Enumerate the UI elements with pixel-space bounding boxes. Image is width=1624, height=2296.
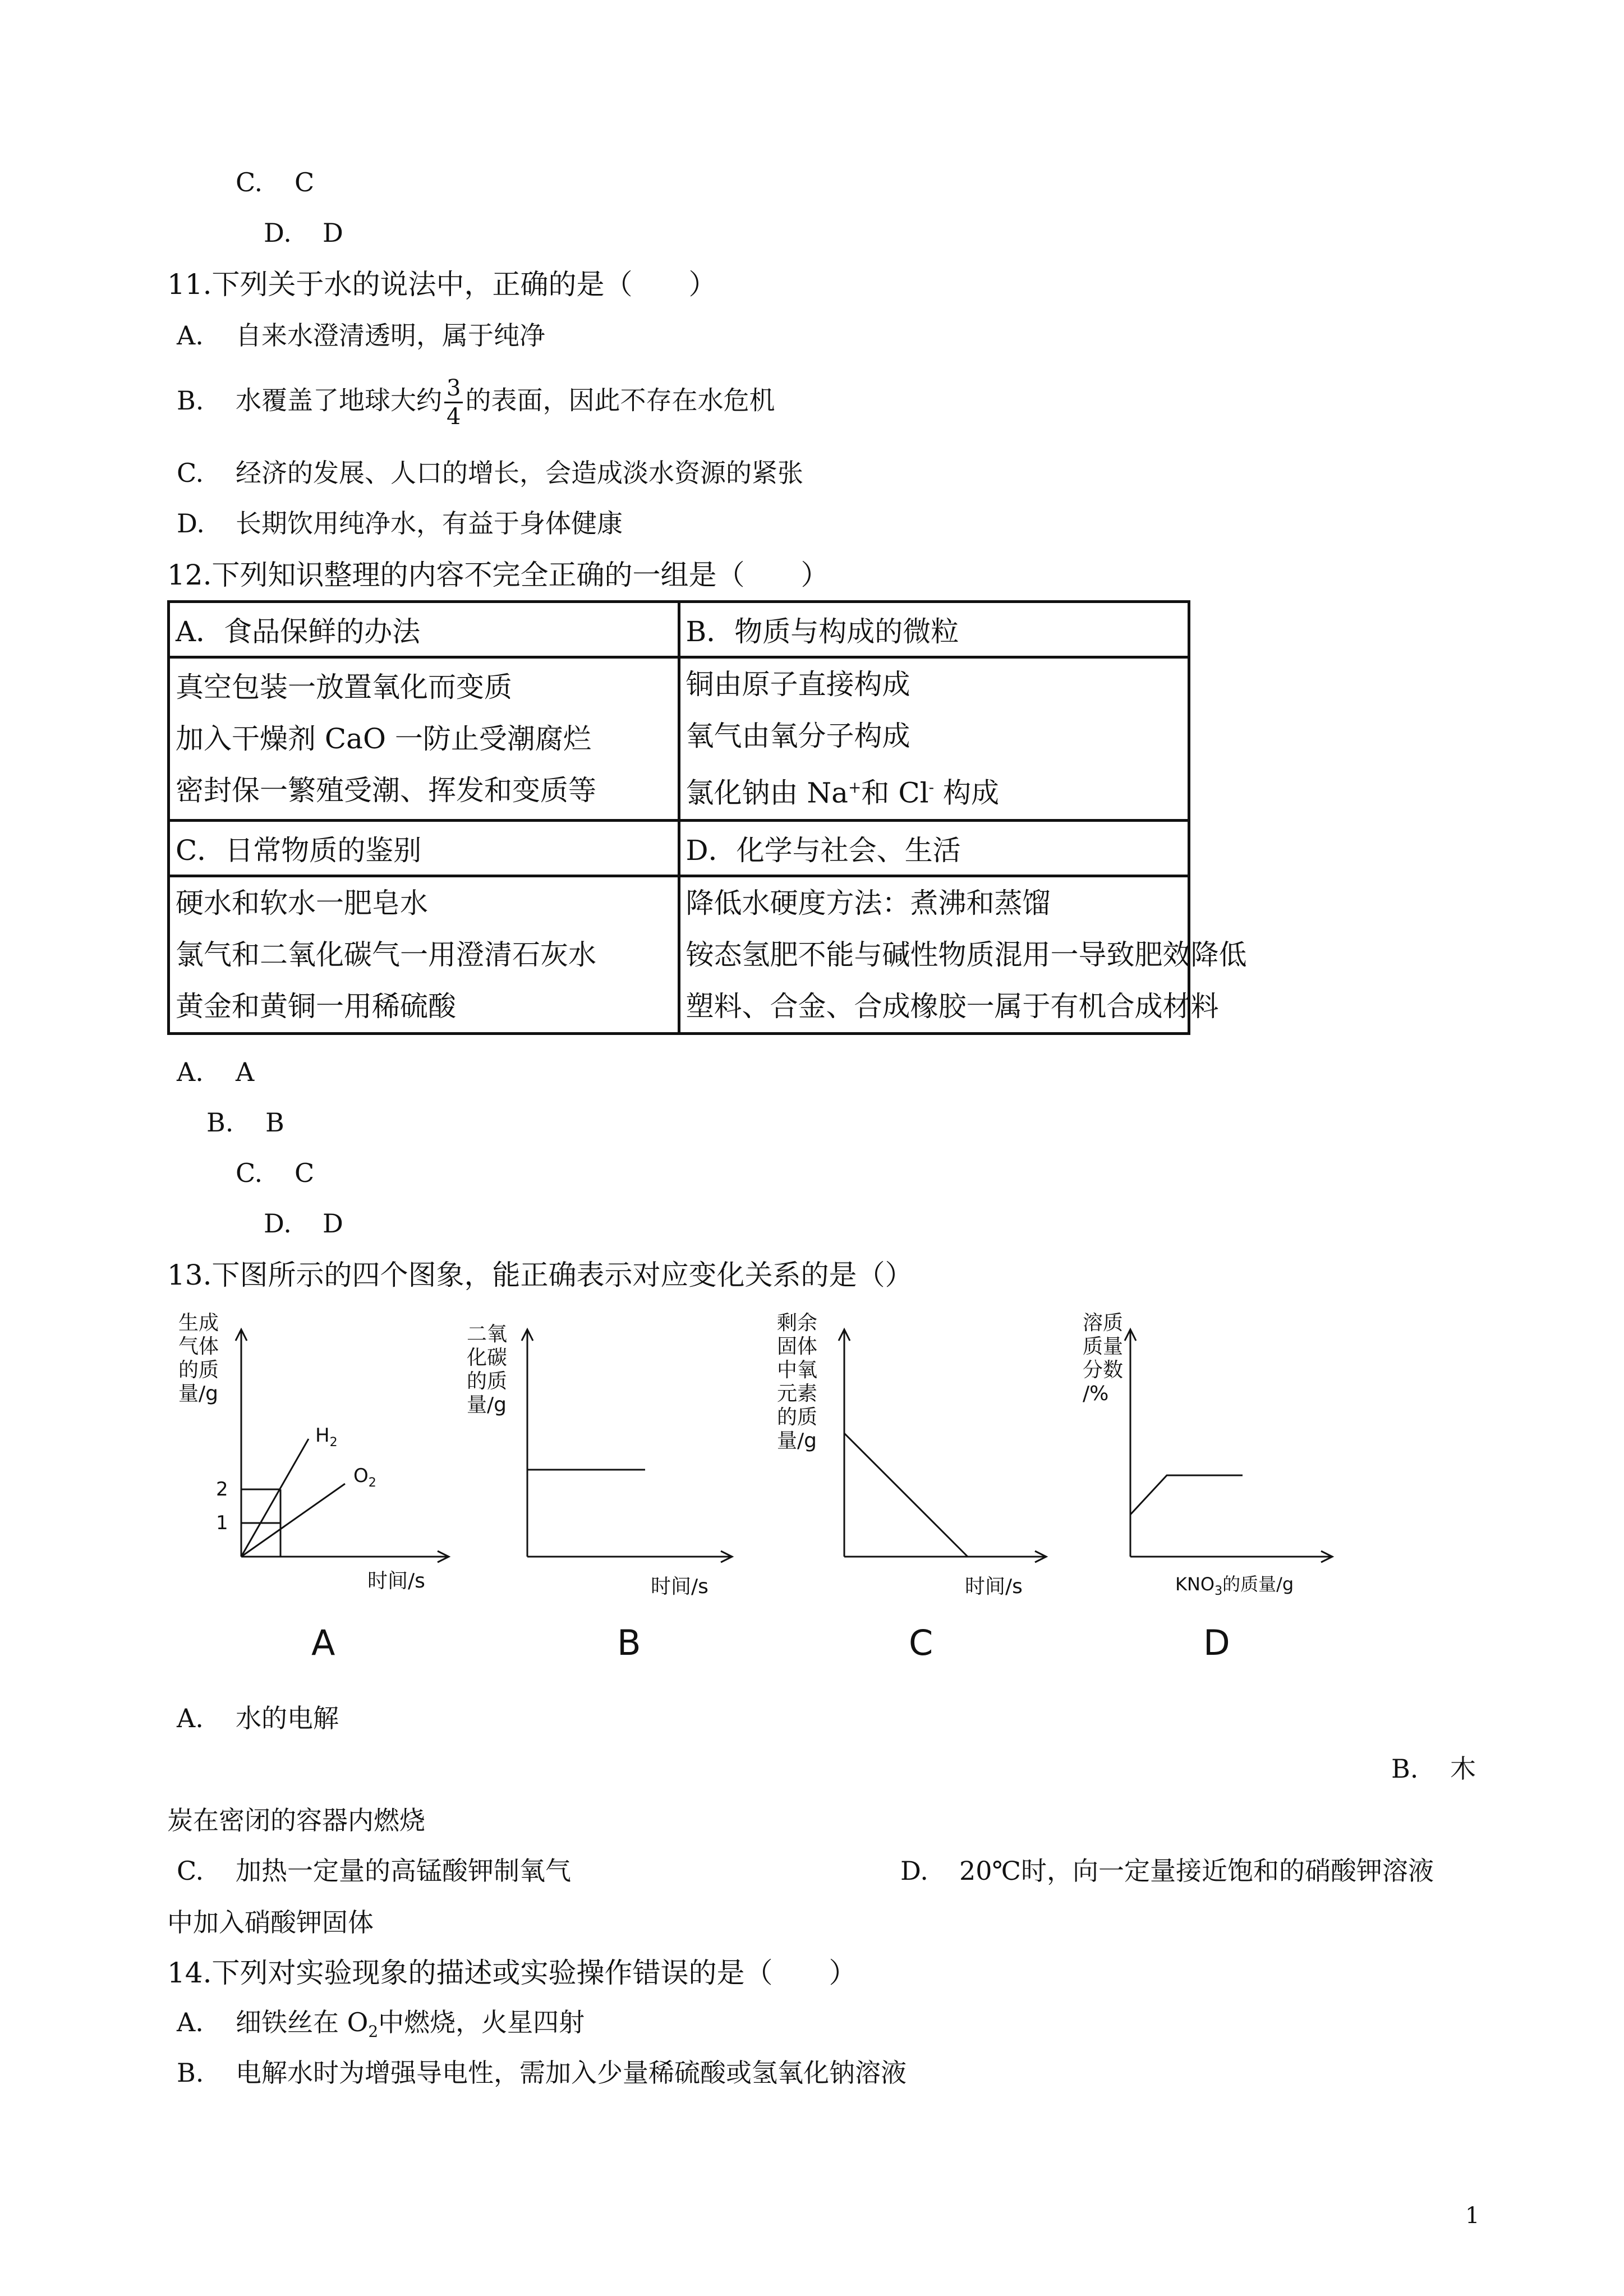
svg-text:量/g: 量/g — [467, 1393, 507, 1416]
knowledge-table — [167, 600, 1247, 1035]
question-12-stem: 12.下列知识整理的内容不完全正确的一组是（ ） — [167, 559, 829, 591]
option-c: C. C — [236, 167, 315, 197]
page-number: 1 — [1465, 2203, 1480, 2229]
option-d: D. D — [264, 218, 343, 248]
svg-text:气体: 气体 — [178, 1335, 219, 1358]
option-b: B. 电解水时为增强导电性，需加入少量稀硫酸或氢氧化钠溶液 — [177, 2058, 907, 2088]
option-b: B. 水覆盖了地球大约 $\frac{3}{4}$ 的表面，因此不存在水危机 — [177, 375, 775, 430]
option-b: B. B — [206, 1107, 284, 1138]
chart-a-h2-label: $H_2$ — [315, 1424, 338, 1450]
chart-d-caption: D — [1203, 1622, 1230, 1663]
chart-a-xlabel: 时间/s — [367, 1570, 425, 1593]
option-d: D. 20℃时，向一定量接近饱和的硝酸钾溶液 — [900, 1856, 1434, 1886]
option-c: C. 加热一定量的高锰酸钾制氧气 — [177, 1856, 571, 1886]
chart-b-xlabel: 时间/s — [651, 1575, 709, 1598]
svg-text:质量: 质量 — [1083, 1335, 1124, 1358]
table-cell-b-body: 铜由原子直接构成 氧气由氧分子构成 氯化钠由 Na+和 Cl- 构成 — [679, 657, 1189, 821]
question-14-stem: 14.下列对实验现象的描述或实验操作错误的是（ ） — [167, 1957, 857, 1989]
chart-a-h2-line — [241, 1439, 309, 1557]
chart-c-line — [844, 1433, 968, 1557]
option-a: A. 自来水澄清透明，属于纯净 — [177, 320, 545, 351]
svg-text:元素: 元素 — [777, 1382, 818, 1405]
graph-figure — [168, 1307, 1369, 1666]
table-cell-c-head: C．日常物质的鉴别 — [169, 820, 679, 876]
svg-text:固体: 固体 — [777, 1335, 818, 1358]
svg-text:的质: 的质 — [178, 1359, 219, 1382]
option-b-continued: 炭在密闭的容器内燃烧 — [167, 1805, 425, 1835]
option-d: D. 长期饮用纯净水，有益于身体健康 — [177, 508, 623, 539]
svg-text:化碳: 化碳 — [467, 1346, 508, 1369]
svg-text:分数: 分数 — [1083, 1359, 1124, 1382]
chart-d-xlabel: $KNO_3$的质量/g — [1175, 1573, 1294, 1598]
svg-text:量/g: 量/g — [777, 1429, 817, 1452]
option-d-continued: 中加入硝酸钾固体 — [167, 1907, 374, 1938]
svg-text:中氧: 中氧 — [777, 1359, 818, 1382]
svg-text:量/g: 量/g — [178, 1382, 218, 1405]
chart-b-caption: B — [617, 1622, 641, 1663]
option-d: D. D — [264, 1208, 343, 1239]
question-13-stem: 13.下图所示的四个图象，能正确表示对应变化关系的是（） — [167, 1259, 913, 1291]
chart-c-ylabel: 剩余 — [777, 1312, 818, 1335]
option-a: A. A — [177, 1057, 255, 1087]
svg-text:的质: 的质 — [467, 1370, 508, 1393]
fraction: $\frac{3}{4}$ — [444, 377, 463, 428]
table-cell-b-head: B．物质与构成的微粒 — [679, 602, 1189, 657]
svg-text:/%: /% — [1083, 1382, 1109, 1405]
chart-a-tick-1: 1 — [216, 1512, 228, 1534]
chart-c-xlabel: 时间/s — [965, 1575, 1023, 1598]
option-c: C. C — [236, 1158, 315, 1188]
option-c: C. 经济的发展、人口的增长，会造成淡水资源的紧张 — [177, 458, 803, 488]
chart-c-caption: C — [909, 1622, 933, 1663]
table-cell-c-body: 硬水和软水一肥皂水 氯气和二氧化碳气一用澄清石灰水 黄金和黄铜一用稀硫酸 — [169, 876, 679, 1033]
table-cell-d-head: D．化学与社会、生活 — [679, 820, 1189, 876]
chart-a-caption: A — [311, 1622, 335, 1663]
chart-a-tick-2: 2 — [216, 1478, 228, 1501]
svg-text:的质: 的质 — [777, 1406, 818, 1429]
chart-d-ylabel: 溶质 — [1083, 1312, 1124, 1335]
question-11-stem: 11.下列关于水的说法中，正确的是（ ） — [167, 268, 717, 301]
chart-a-o2-label: $O_2$ — [353, 1465, 376, 1490]
chart-d-line — [1130, 1475, 1243, 1515]
option-b: B. 木 — [1391, 1754, 1476, 1784]
option-a: A. 水的电解 — [177, 1703, 339, 1733]
chart-b-ylabel: 二氧 — [467, 1323, 508, 1346]
table-cell-d-body: 降低水硬度方法：煮沸和蒸馏 铵态氢肥不能与碱性物质混用一导致肥效降低 塑料、合金、合成橡胶一属于有机合成材料 — [679, 876, 1189, 1033]
chart-a-o2-line — [241, 1484, 345, 1557]
chart-a-ylabel: 生成 — [178, 1312, 219, 1335]
table-cell-a-body: 真空包装一放置氧化而变质 加入干燥剂 CaO 一防止受潮腐烂 密封保一繁殖受潮、挥发和变质等 — [169, 657, 679, 821]
table-cell-a-head: A．食品保鲜的办法 — [169, 602, 679, 657]
option-a: A. 细铁丝在 $O_2$中燃烧，火星四射 — [177, 2007, 585, 2041]
